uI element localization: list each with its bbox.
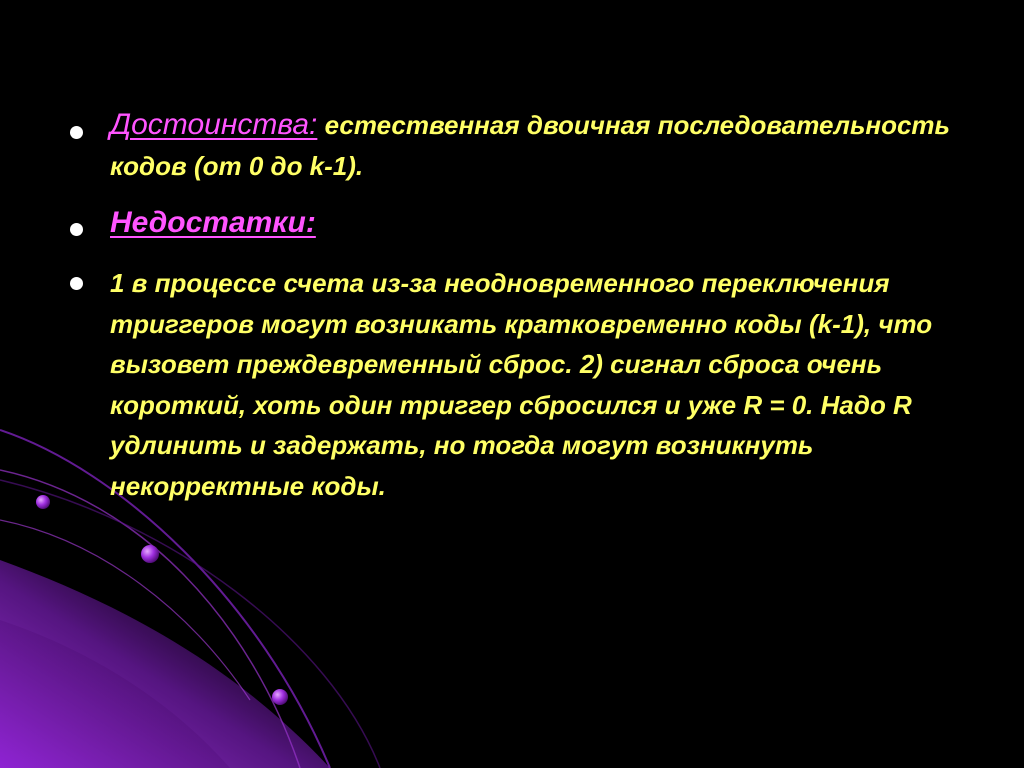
decor-orb-3: [272, 689, 288, 705]
bullet-text: [110, 263, 980, 506]
advantages-heading: Достоинства:: [110, 108, 318, 141]
bullet-dot: [70, 126, 83, 139]
disadvantages-heading: Недостатки:: [110, 206, 316, 239]
bullet-dot: [70, 223, 83, 236]
bullet-text: [110, 105, 980, 186]
bullet-text: [110, 203, 980, 244]
decor-orb-2: [141, 545, 159, 563]
advantages-text: естественная двоичная последовательность кодов (от 0 до k-1).: [110, 110, 950, 181]
decor-orb-1: [36, 495, 50, 509]
bullet-dot: [70, 277, 83, 290]
details-text: 1 в процессе счета из-за неодновременного переключения триггеров могут возникать кратковременно коды (k-1), что вызовет преждевременный сброс. 2) сигнал сброса очень короткий, хоть один триггер сбросился и уже R = 0. Надо R удлинить и задержать, но тогда могут возникнуть некорректные коды.: [110, 268, 933, 501]
